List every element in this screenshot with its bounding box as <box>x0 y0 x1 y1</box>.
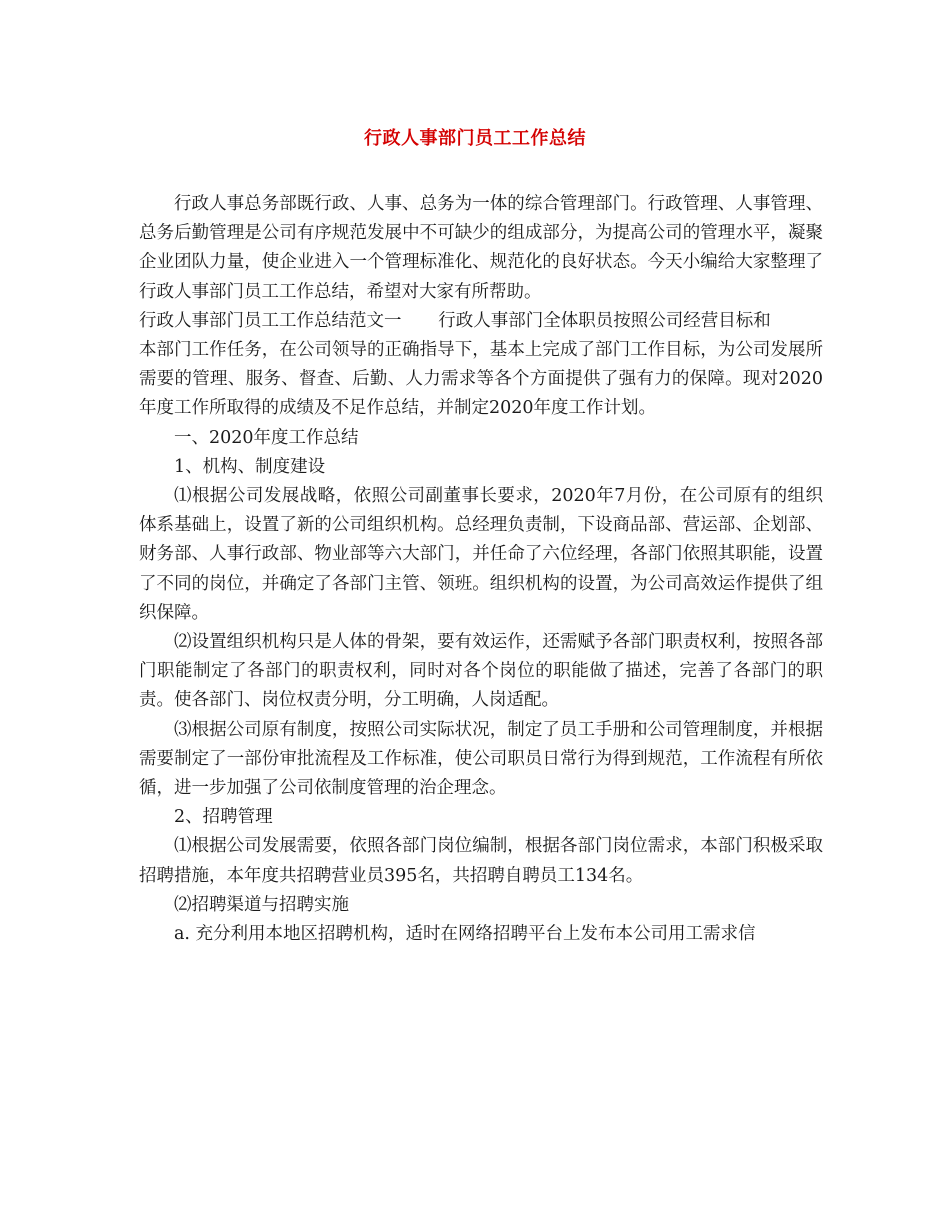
paragraph-1: ⑴根据公司发展战略，依照公司副董事长要求，2020年7月份，在公司原有的组织体系基础上，设置了新的公司组织机构。总经理负责制，下设商品部、营运部、企划部、财务部、人事行政部、物业部等六大部门，并任命了六位经理，各部门依照其职能，设置了不同的岗位，并确定了各部门主管、领班。组织机构的设置，为公司高效运作提供了组织保障。 <box>139 486 823 623</box>
paragraph-3: ⑶根据公司原有制度，按照公司实际状况，制定了员工手册和公司管理制度，并根据需要制定了一部份审批流程及工作标准，使公司职员日常行为得到规范，工作流程有所依循，进一步加强了公司依制度管理的治企理念。 <box>139 719 823 799</box>
document-title: 行政人事部门员工工作总结 <box>364 128 586 149</box>
intro-paragraph: 行政人事总务部既行政、人事、总务为一体的综合管理部门。行政管理、人事管理、总务后勤管理是公司有序规范发展中不可缺少的组成部分，为提高公司的管理水平，凝聚企业团队力量，使企业进入一个管理标准化、规范化的良好状态。今天小编给大家整理了行政人事部门员工工作总结，希望对大家有所帮助。 <box>139 194 823 302</box>
paragraph-2: ⑵设置组织机构只是人体的骨架，要有效运作，还需赋予各部门职责权利，按照各部门职能制定了各部门的职责权利，同时对各个岗位的职能做了描述，完善了各部门的职责。使各部门、岗位权责分明，分工明确，人岗适配。 <box>139 632 823 711</box>
subsection-heading-2: 2、招聘管理 <box>174 807 273 828</box>
sample-heading-line <box>139 307 823 336</box>
paragraph-4: ⑴根据公司发展需要，依照各部门岗位编制，根据各部门岗位需求，本部门积极采取招聘措施，本年度共招聘营业员395名，共招聘自聘员工134名。 <box>139 836 823 886</box>
section-heading-1: 一、2020年度工作总结 <box>174 427 359 448</box>
subsection-heading-1: 1、机构、制度建设 <box>174 456 326 477</box>
sample-heading: 行政人事部门员工工作总结范文一 <box>139 310 402 331</box>
document-body <box>139 190 823 949</box>
sample-intro-lead: 行政人事部门全体职员按照公司经营目标和 <box>438 310 771 331</box>
paragraph-6: a. 充分利用本地区招聘机构，适时在网络招聘平台上发布本公司用工需求信 <box>174 924 756 945</box>
sample-intro-paragraph: 本部门工作任务，在公司领导的正确指导下，基本上完成了部门工作目标，为公司发展所需要的管理、服务、督查、后勤、人力需求等各个方面提供了强有力的保障。现对2020年度工作所取得的成绩及不足作总结，并制定2020年度工作计划。 <box>139 340 823 419</box>
paragraph-5: ⑵招聘渠道与招聘实施 <box>174 894 349 915</box>
